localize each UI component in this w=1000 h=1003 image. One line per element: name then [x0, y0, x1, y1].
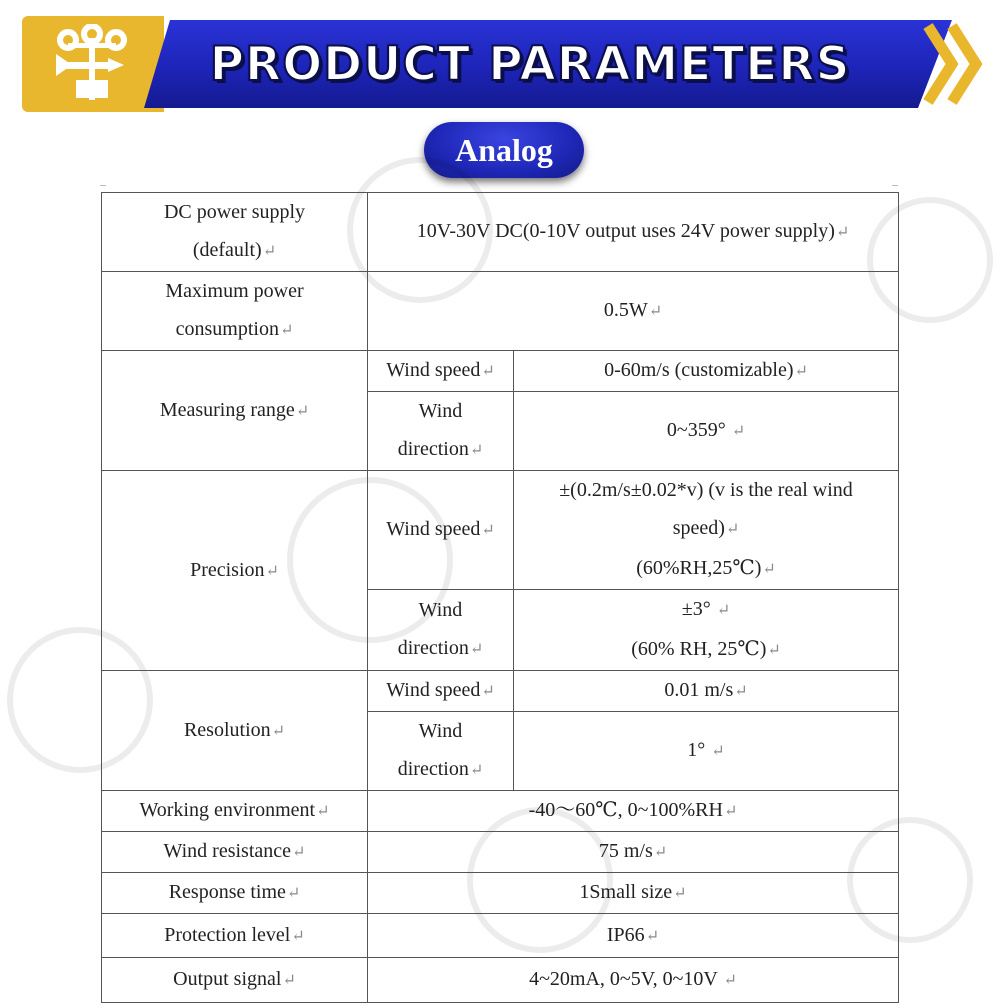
- precision-direction-value-cell: [514, 590, 899, 671]
- precision-speed-value-line2: speed): [672, 517, 725, 539]
- environment-label-cell: [102, 791, 368, 832]
- paragraph-mark-icon: ↵: [286, 885, 301, 902]
- precision-label: Precision: [190, 558, 265, 581]
- paragraph-mark-icon: ↵: [481, 522, 495, 539]
- precision-speed-value-line1: ±(0.2m/s±0.02*v) (v is the real wind: [559, 479, 853, 501]
- paragraph-mark-icon: ↵: [292, 844, 306, 861]
- protection-label: Protection level: [164, 923, 291, 946]
- paragraph-mark-icon: ↵: [767, 642, 781, 659]
- resolution-direction-value-cell: [514, 712, 899, 791]
- table-row-max-power: [102, 272, 899, 351]
- output-label-cell: [102, 958, 368, 1003]
- measuring-range-direction-value-cell: [514, 392, 899, 471]
- environment-value: -40～60℃, 0~100%RH: [528, 799, 723, 821]
- max-power-value: 0.5W: [603, 299, 648, 321]
- paragraph-mark-icon: ↵: [316, 803, 330, 820]
- precision-direction-label-line1: Wind: [418, 599, 463, 621]
- power-supply-label-line1: DC power supply: [163, 201, 306, 223]
- precision-direction-label-cell: [368, 590, 514, 671]
- table-row-wind-resistance: [102, 832, 899, 873]
- precision-speed-label: Wind speed: [386, 518, 481, 540]
- resolution-direction-label-line1: Wind: [418, 720, 463, 742]
- paragraph-mark-icon: ↵: [291, 927, 305, 945]
- paragraph-mark-icon: ↵: [469, 442, 484, 459]
- table-row-measuring-range-speed: [102, 351, 899, 392]
- paragraph-mark-icon: ↵: [279, 322, 294, 339]
- resolution-direction-label-line2: direction: [397, 758, 469, 780]
- resolution-direction-label-cell: [368, 712, 514, 791]
- measuring-range-speed-label-cell: [368, 351, 514, 392]
- paragraph-mark-icon: ↵: [723, 803, 738, 820]
- measuring-range-label-cell: [102, 351, 368, 471]
- paragraph-mark-icon: ↵: [762, 561, 776, 578]
- parameters-table: [101, 192, 899, 1003]
- power-supply-label: [102, 193, 368, 272]
- resolution-label-cell: [102, 671, 368, 791]
- protection-value: IP66: [606, 923, 645, 946]
- environment-label: Working environment: [139, 799, 316, 821]
- response-time-value: 1Small size: [579, 881, 673, 903]
- output-value: 4~20mA, 0~5V, 0~10V: [529, 968, 718, 990]
- table-row-precision-speed: [102, 471, 899, 590]
- paragraph-mark-icon: ↵: [282, 972, 296, 989]
- table-row-environment: [102, 791, 899, 832]
- wind-resistance-value: 75 m/s: [598, 840, 653, 862]
- paragraph-mark-icon: ↵: [734, 683, 748, 700]
- precision-label-cell: [102, 471, 368, 671]
- wind-resistance-label: Wind resistance: [163, 840, 292, 862]
- header-banner: [0, 0, 1000, 112]
- paragraph-mark-icon: ↵: [469, 641, 484, 658]
- measuring-range-direction-label-line1: Wind: [418, 400, 463, 422]
- resolution-speed-label: Wind speed: [386, 679, 481, 701]
- resolution-direction-value: 1°: [687, 739, 706, 761]
- max-power-label: [102, 272, 368, 351]
- measuring-range-direction-label-cell: [368, 392, 514, 471]
- wind-resistance-value-cell: [368, 832, 899, 873]
- max-power-value-cell: [368, 272, 899, 351]
- table-row-power-supply: [102, 193, 899, 272]
- paragraph-mark-icon: ↵: [673, 885, 687, 902]
- measuring-range-direction-value: 0~359°: [666, 419, 726, 441]
- response-time-label: Response time: [168, 881, 286, 903]
- measuring-range-direction-label-line2: direction: [397, 438, 469, 460]
- paragraph-mark-icon: ↵: [648, 303, 663, 320]
- paragraph-mark-icon: ↵: [265, 562, 279, 580]
- paragraph-mark-icon: ↵: [295, 402, 310, 420]
- resolution-speed-value-cell: [514, 671, 899, 712]
- max-power-label-line2: consumption: [175, 318, 279, 340]
- paragraph-mark-icon: ↵: [716, 602, 731, 619]
- double-chevron-right-icon: [918, 18, 988, 110]
- logo-badge: [22, 16, 164, 112]
- environment-value-cell: [368, 791, 899, 832]
- measuring-range-speed-label: Wind speed: [386, 359, 481, 381]
- page-title: PRODUCT PARAMETERS: [209, 36, 851, 92]
- paragraph-mark-icon: ↵: [711, 743, 725, 760]
- section-label-analog: Analog: [424, 122, 584, 178]
- paragraph-mark-icon: ↵: [469, 762, 484, 779]
- paragraph-mark-icon: ↵: [653, 844, 668, 861]
- paragraph-mark-icon: ↵: [481, 363, 495, 380]
- precision-speed-value-line3: (60%RH,25℃): [636, 557, 762, 579]
- table-row-protection: [102, 914, 899, 958]
- precision-direction-label-line2: direction: [397, 637, 469, 659]
- resolution-speed-value: 0.01 m/s: [664, 679, 734, 701]
- paragraph-mark-icon: ↵: [835, 224, 850, 241]
- paragraph-mark-icon: ↵: [262, 243, 277, 260]
- wind-resistance-label-cell: [102, 832, 368, 873]
- anemometer-wind-vane-icon: [52, 24, 132, 104]
- power-supply-value: 10V-30V DC(0-10V output uses 24V power supply): [416, 220, 835, 242]
- max-power-label-line1: Maximum power: [165, 280, 304, 302]
- paragraph-mark-icon: ↵: [481, 683, 495, 700]
- table-guide-left: [100, 185, 106, 186]
- power-supply-label-line2: (default): [192, 239, 262, 261]
- response-time-value-cell: [368, 873, 899, 914]
- table-row-output: [102, 958, 899, 1003]
- table-guide-right: [892, 185, 898, 186]
- precision-speed-value-cell: [514, 471, 899, 590]
- paragraph-mark-icon: ↵: [645, 927, 660, 945]
- paragraph-mark-icon: ↵: [731, 423, 746, 440]
- measuring-range-speed-value: 0-60m/s (customizable): [604, 359, 794, 381]
- paragraph-mark-icon: ↵: [723, 972, 737, 989]
- output-value-cell: [368, 958, 899, 1003]
- protection-value-cell: [368, 914, 899, 958]
- output-label: Output signal: [173, 968, 282, 990]
- protection-label-cell: [102, 914, 368, 958]
- resolution-speed-label-cell: [368, 671, 514, 712]
- table-row-resolution-speed: [102, 671, 899, 712]
- paragraph-mark-icon: ↵: [271, 722, 286, 740]
- table-row-response-time: [102, 873, 899, 914]
- paragraph-mark-icon: ↵: [725, 521, 740, 538]
- measuring-range-label: Measuring range: [159, 398, 295, 421]
- response-time-label-cell: [102, 873, 368, 914]
- measuring-range-speed-value-cell: [514, 351, 899, 392]
- precision-direction-value-line1: ±3°: [681, 598, 711, 620]
- paragraph-mark-icon: ↵: [794, 363, 808, 380]
- precision-speed-label-cell: [368, 471, 514, 590]
- resolution-label: Resolution: [183, 718, 271, 741]
- power-supply-value-cell: [368, 193, 899, 272]
- precision-direction-value-line2: (60% RH, 25℃): [631, 638, 767, 660]
